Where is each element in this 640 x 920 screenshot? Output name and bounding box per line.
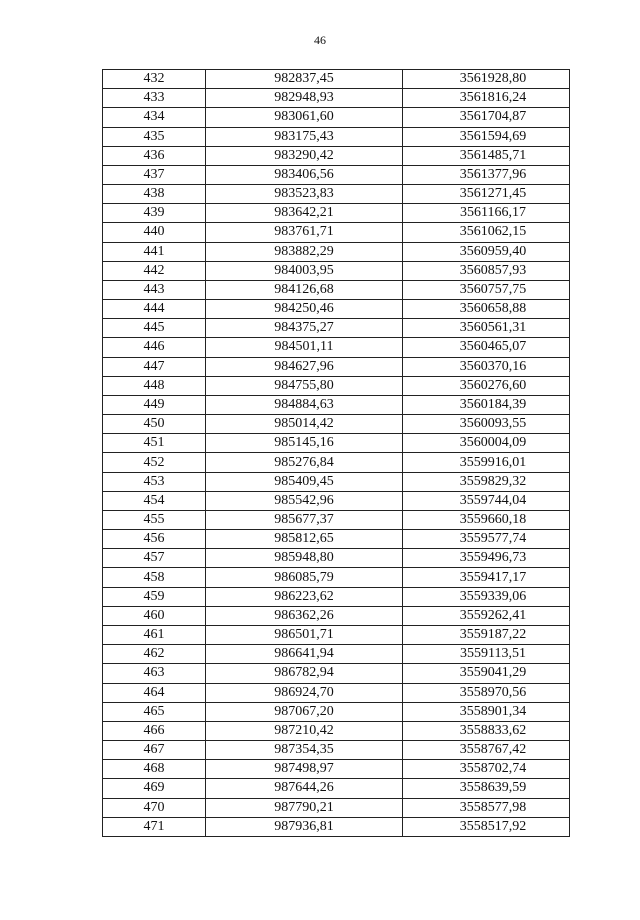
x-coordinate-cell: 984755,80 — [206, 376, 403, 395]
x-coordinate-cell: 983523,83 — [206, 185, 403, 204]
x-coordinate-cell: 984884,63 — [206, 395, 403, 414]
point-number-cell: 444 — [103, 300, 206, 319]
table-row — [103, 242, 570, 261]
x-coordinate-cell: 987210,42 — [206, 721, 403, 740]
table-row — [103, 549, 570, 568]
page-number: 46 — [314, 33, 326, 47]
y-coordinate-cell: 3560465,07 — [403, 338, 570, 357]
table-row — [103, 108, 570, 127]
y-coordinate-cell: 3560370,16 — [403, 357, 570, 376]
point-number-cell: 465 — [103, 702, 206, 721]
x-coordinate-cell: 987354,35 — [206, 741, 403, 760]
x-coordinate-cell: 987936,81 — [206, 817, 403, 836]
table-row — [103, 319, 570, 338]
y-coordinate-cell: 3561166,17 — [403, 204, 570, 223]
x-coordinate-cell: 986362,26 — [206, 606, 403, 625]
table-row — [103, 683, 570, 702]
x-coordinate-cell: 985948,80 — [206, 549, 403, 568]
x-coordinate-cell: 985014,42 — [206, 415, 403, 434]
x-coordinate-cell: 987790,21 — [206, 798, 403, 817]
point-number-cell: 469 — [103, 779, 206, 798]
y-coordinate-cell: 3558901,34 — [403, 702, 570, 721]
point-number-cell: 432 — [103, 70, 206, 89]
x-coordinate-cell: 987498,97 — [206, 760, 403, 779]
table-row — [103, 625, 570, 644]
x-coordinate-cell: 982948,93 — [206, 89, 403, 108]
point-number-cell: 468 — [103, 760, 206, 779]
point-number-cell: 470 — [103, 798, 206, 817]
y-coordinate-cell: 3558767,42 — [403, 741, 570, 760]
x-coordinate-cell: 984627,96 — [206, 357, 403, 376]
x-coordinate-cell: 986085,79 — [206, 568, 403, 587]
table-row — [103, 510, 570, 529]
point-number-cell: 464 — [103, 683, 206, 702]
table-row — [103, 587, 570, 606]
y-coordinate-cell: 3558517,92 — [403, 817, 570, 836]
table-row — [103, 434, 570, 453]
table-row — [103, 376, 570, 395]
y-coordinate-cell: 3560857,93 — [403, 261, 570, 280]
y-coordinate-cell: 3559496,73 — [403, 549, 570, 568]
table-row — [103, 453, 570, 472]
x-coordinate-cell: 985409,45 — [206, 472, 403, 491]
table-row — [103, 491, 570, 510]
table-row — [103, 223, 570, 242]
y-coordinate-cell: 3561377,96 — [403, 165, 570, 184]
point-number-cell: 452 — [103, 453, 206, 472]
table-row — [103, 530, 570, 549]
y-coordinate-cell: 3560658,88 — [403, 300, 570, 319]
table-row — [103, 395, 570, 414]
point-number-cell: 450 — [103, 415, 206, 434]
y-coordinate-cell: 3561062,15 — [403, 223, 570, 242]
y-coordinate-cell: 3559744,04 — [403, 491, 570, 510]
table-row — [103, 89, 570, 108]
y-coordinate-cell: 3558833,62 — [403, 721, 570, 740]
x-coordinate-cell: 985812,65 — [206, 530, 403, 549]
y-coordinate-cell: 3561271,45 — [403, 185, 570, 204]
y-coordinate-cell: 3558577,98 — [403, 798, 570, 817]
x-coordinate-cell: 983761,71 — [206, 223, 403, 242]
y-coordinate-cell: 3560959,40 — [403, 242, 570, 261]
x-coordinate-cell: 983882,29 — [206, 242, 403, 261]
coordinates-table — [102, 69, 570, 837]
x-coordinate-cell: 986501,71 — [206, 625, 403, 644]
point-number-cell: 453 — [103, 472, 206, 491]
y-coordinate-cell: 3559660,18 — [403, 510, 570, 529]
y-coordinate-cell: 3559113,51 — [403, 645, 570, 664]
table-row — [103, 415, 570, 434]
point-number-cell: 437 — [103, 165, 206, 184]
y-coordinate-cell: 3558970,56 — [403, 683, 570, 702]
y-coordinate-cell: 3561928,80 — [403, 70, 570, 89]
point-number-cell: 462 — [103, 645, 206, 664]
table-row — [103, 568, 570, 587]
point-number-cell: 459 — [103, 587, 206, 606]
table-row — [103, 146, 570, 165]
table-row — [103, 70, 570, 89]
table-row — [103, 779, 570, 798]
point-number-cell: 451 — [103, 434, 206, 453]
point-number-cell: 436 — [103, 146, 206, 165]
y-coordinate-cell: 3559262,41 — [403, 606, 570, 625]
x-coordinate-cell: 985276,84 — [206, 453, 403, 472]
x-coordinate-cell: 986641,94 — [206, 645, 403, 664]
x-coordinate-cell: 984501,11 — [206, 338, 403, 357]
table-row — [103, 702, 570, 721]
y-coordinate-cell: 3560004,09 — [403, 434, 570, 453]
point-number-cell: 455 — [103, 510, 206, 529]
point-number-cell: 458 — [103, 568, 206, 587]
y-coordinate-cell: 3558702,74 — [403, 760, 570, 779]
coordinates-table-body — [103, 70, 570, 837]
x-coordinate-cell: 986223,62 — [206, 587, 403, 606]
table-row — [103, 261, 570, 280]
point-number-cell: 442 — [103, 261, 206, 280]
x-coordinate-cell: 983406,56 — [206, 165, 403, 184]
y-coordinate-cell: 3559041,29 — [403, 664, 570, 683]
point-number-cell: 443 — [103, 280, 206, 299]
x-coordinate-cell: 984003,95 — [206, 261, 403, 280]
y-coordinate-cell: 3559417,17 — [403, 568, 570, 587]
y-coordinate-cell: 3559339,06 — [403, 587, 570, 606]
x-coordinate-cell: 986924,70 — [206, 683, 403, 702]
point-number-cell: 448 — [103, 376, 206, 395]
x-coordinate-cell: 982837,45 — [206, 70, 403, 89]
y-coordinate-cell: 3560184,39 — [403, 395, 570, 414]
x-coordinate-cell: 983290,42 — [206, 146, 403, 165]
point-number-cell: 434 — [103, 108, 206, 127]
point-number-cell: 461 — [103, 625, 206, 644]
point-number-cell: 457 — [103, 549, 206, 568]
point-number-cell: 438 — [103, 185, 206, 204]
y-coordinate-cell: 3561485,71 — [403, 146, 570, 165]
table-row — [103, 721, 570, 740]
table-row — [103, 645, 570, 664]
table-row — [103, 204, 570, 223]
table-row — [103, 664, 570, 683]
y-coordinate-cell: 3561816,24 — [403, 89, 570, 108]
x-coordinate-cell: 984375,27 — [206, 319, 403, 338]
table-row — [103, 165, 570, 184]
x-coordinate-cell: 984250,46 — [206, 300, 403, 319]
point-number-cell: 445 — [103, 319, 206, 338]
y-coordinate-cell: 3561594,69 — [403, 127, 570, 146]
x-coordinate-cell: 987067,20 — [206, 702, 403, 721]
table-row — [103, 357, 570, 376]
y-coordinate-cell: 3559187,22 — [403, 625, 570, 644]
table-row — [103, 606, 570, 625]
table-row — [103, 741, 570, 760]
point-number-cell: 433 — [103, 89, 206, 108]
point-number-cell: 447 — [103, 357, 206, 376]
x-coordinate-cell: 987644,26 — [206, 779, 403, 798]
point-number-cell: 441 — [103, 242, 206, 261]
point-number-cell: 439 — [103, 204, 206, 223]
table-row — [103, 127, 570, 146]
table-row — [103, 817, 570, 836]
x-coordinate-cell: 985542,96 — [206, 491, 403, 510]
x-coordinate-cell: 983061,60 — [206, 108, 403, 127]
table-row — [103, 280, 570, 299]
point-number-cell: 440 — [103, 223, 206, 242]
y-coordinate-cell: 3559829,32 — [403, 472, 570, 491]
point-number-cell: 446 — [103, 338, 206, 357]
x-coordinate-cell: 983642,21 — [206, 204, 403, 223]
point-number-cell: 471 — [103, 817, 206, 836]
table-row — [103, 300, 570, 319]
point-number-cell: 466 — [103, 721, 206, 740]
table-row — [103, 185, 570, 204]
x-coordinate-cell: 986782,94 — [206, 664, 403, 683]
x-coordinate-cell: 983175,43 — [206, 127, 403, 146]
point-number-cell: 463 — [103, 664, 206, 683]
point-number-cell: 435 — [103, 127, 206, 146]
y-coordinate-cell: 3559577,74 — [403, 530, 570, 549]
x-coordinate-cell: 985145,16 — [206, 434, 403, 453]
point-number-cell: 454 — [103, 491, 206, 510]
point-number-cell: 460 — [103, 606, 206, 625]
y-coordinate-cell: 3559916,01 — [403, 453, 570, 472]
y-coordinate-cell: 3560093,55 — [403, 415, 570, 434]
point-number-cell: 449 — [103, 395, 206, 414]
point-number-cell: 467 — [103, 741, 206, 760]
y-coordinate-cell: 3560757,75 — [403, 280, 570, 299]
table-row — [103, 798, 570, 817]
table-row — [103, 338, 570, 357]
table-row — [103, 760, 570, 779]
y-coordinate-cell: 3560561,31 — [403, 319, 570, 338]
y-coordinate-cell: 3560276,60 — [403, 376, 570, 395]
x-coordinate-cell: 985677,37 — [206, 510, 403, 529]
point-number-cell: 456 — [103, 530, 206, 549]
y-coordinate-cell: 3561704,87 — [403, 108, 570, 127]
y-coordinate-cell: 3558639,59 — [403, 779, 570, 798]
table-row — [103, 472, 570, 491]
x-coordinate-cell: 984126,68 — [206, 280, 403, 299]
